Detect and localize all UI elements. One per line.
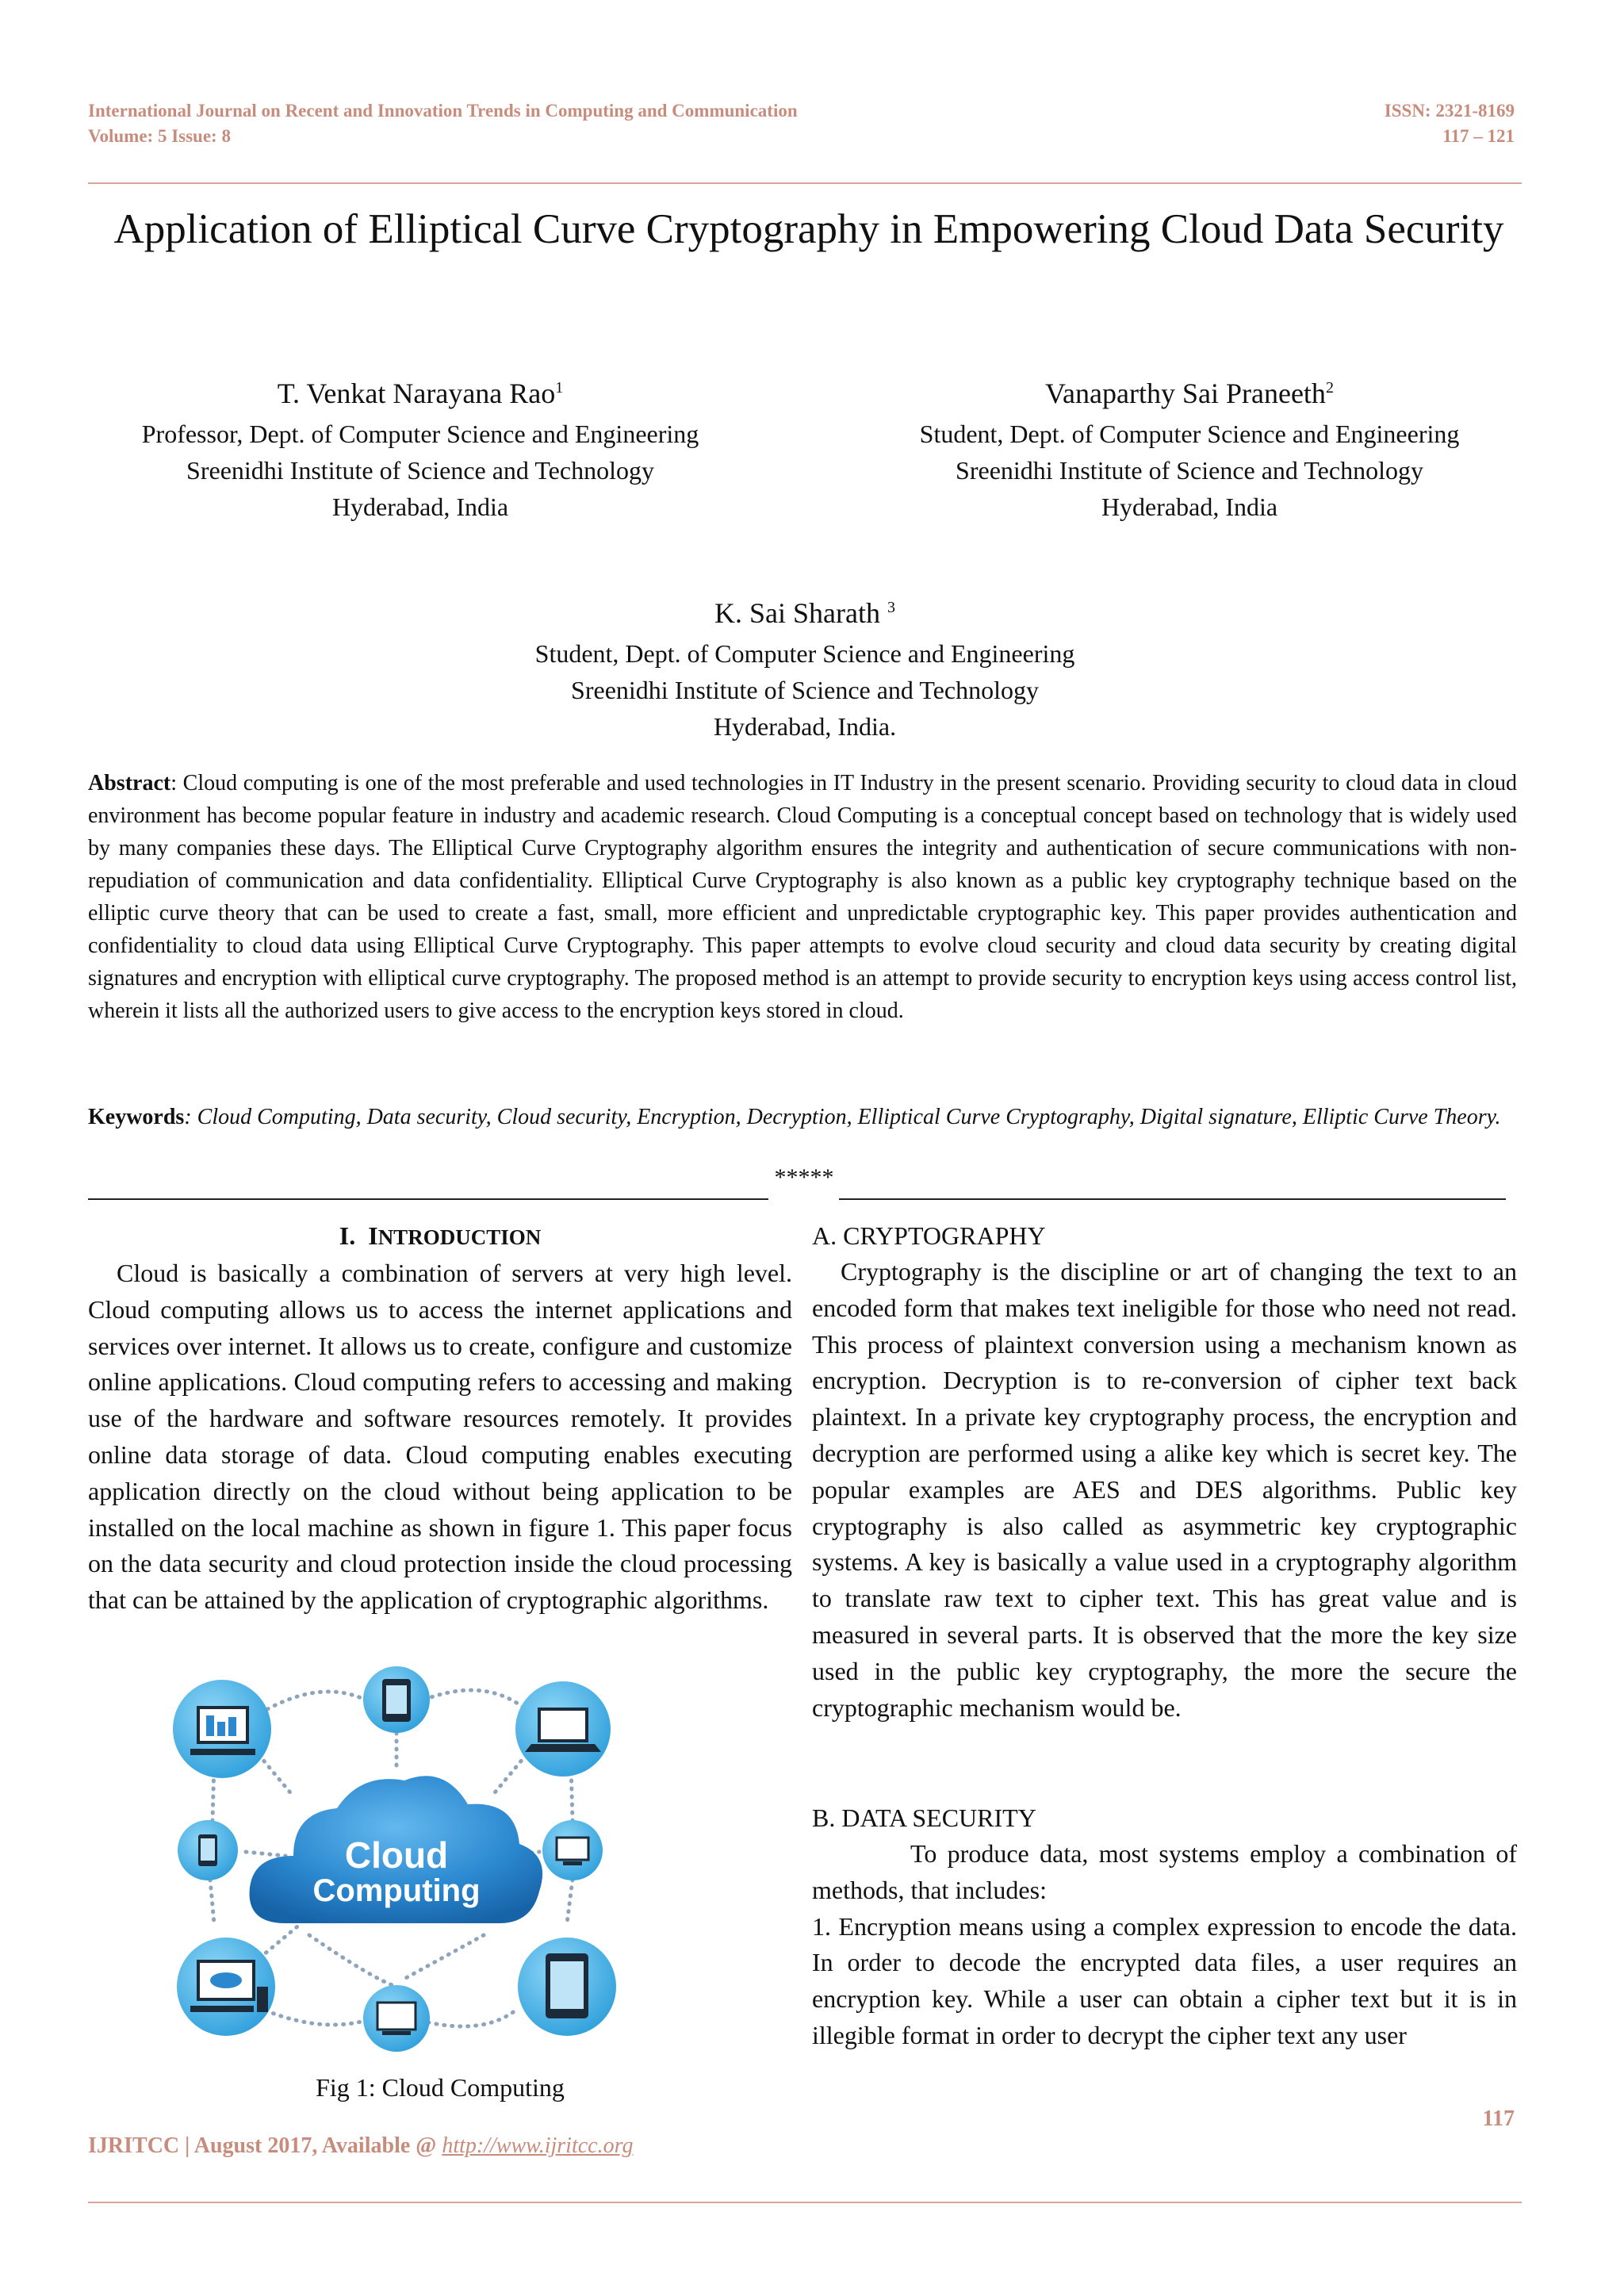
author-location: Hyderabad, India [1101, 493, 1278, 521]
keywords [88, 1101, 1517, 1133]
journal-issn: ISSN: 2321-8169 [1384, 101, 1515, 121]
data-security-section [812, 1800, 1517, 2054]
figure-caption: Fig 1: Cloud Computing [316, 2073, 565, 2102]
author-block-2 [872, 366, 1507, 525]
cryptography-paragraph: Cryptography is the discipline or art of changing the text to an encoded form that makes text ineligible for those who need not read. This process of plaintext conversion using a mechanism known as encryption. Decryption is to re-conversion of cipher text back plaintext. In a private key cryptography process, the encryption and decryption are performed using a alike key which is secret key. The popular examples are AES and DES algorithms. Public key cryptography is also called as asymmetric key cryptographic systems. A key is basically a value used in a cryptography algorithm to translate raw text to cipher text. This has great value and is measured in several parts. It is observed that the more the key size used in the public key cryptography, the more the secure the cryptographic mechanism would be. [812, 1257, 1517, 1722]
cloud-label-line2: Computing [312, 1873, 481, 1908]
phone-left-icon [178, 1820, 238, 1880]
footer-text [88, 2133, 633, 2159]
abstract [88, 767, 1517, 1027]
section-number: I. [339, 1221, 356, 1250]
author-institute: Sreenidhi Institute of Science and Technology [956, 456, 1423, 485]
journal-name: International Journal on Recent and Innovation Trends in Computing and Communication [88, 101, 798, 121]
monitor-bottom-icon [363, 1985, 430, 2052]
tablet-top-icon [363, 1666, 430, 1733]
footer-rule [88, 2202, 1522, 2203]
separator-line-right [839, 1198, 1506, 1200]
page-number: 117 [1482, 2106, 1515, 2131]
introduction-section [88, 1218, 792, 1619]
author-name: K. Sai Sharath [714, 597, 880, 629]
laptop-icon [515, 1681, 611, 1777]
separator-line-left [88, 1198, 768, 1200]
separator-stars: ***** [774, 1164, 834, 1190]
paper-title: Application of Elliptical Curve Cryptography in Empowering Cloud Data Security [113, 206, 1504, 252]
cryptography-section [812, 1218, 1517, 1726]
running-header-right [1385, 98, 1515, 149]
heading-first-letter: I [368, 1221, 378, 1250]
abstract-label: Abstract [88, 771, 171, 795]
journal-volume: Volume: 5 Issue: 8 [88, 126, 231, 146]
monitor-right-icon [542, 1820, 603, 1880]
author-location: Hyderabad, India [331, 493, 509, 521]
cloud-shape [250, 1776, 543, 1923]
author-name: T. Venkat Narayana Rao [277, 378, 556, 409]
author-institute: Sreenidhi Institute of Science and Technology [571, 676, 1039, 704]
section-heading-cryptography: A. CRYPTOGRAPHY [812, 1221, 1046, 1250]
desktop-bottom-left-icon [177, 1938, 275, 2036]
keywords-label: Keywords [88, 1105, 185, 1129]
author-block-1 [103, 366, 737, 525]
data-security-paragraph-1: To produce data, most systems employ a combination of methods, that includes: [812, 1839, 1517, 1904]
heading-rest: NTRODUCTION [377, 1225, 542, 1249]
introduction-paragraph: Cloud is basically a combination of servers at very high level. Cloud computing allows us to access the internet applications and services over internet. It allows us to create, configure and customize online applications. Cloud computing refers to accessing and making use of the hardware and software resources remotely. It provides online data storage of data. Cloud computing enables executing application directly on the cloud without being application to be installed on the local machine as shown in figure 1. This paper focus on the data security and cloud protection inside the cloud processing that can be attained by the application of cryptographic algorithms. [88, 1259, 792, 1615]
author-superscript: 1 [555, 379, 564, 397]
author-superscript: 3 [887, 599, 895, 616]
page-range: 117 – 121 [1442, 126, 1515, 146]
section-heading-introduction [88, 1218, 792, 1255]
abstract-text: : Cloud computing is one of the most preferable and used technologies in IT Industry in the present scenario. Providing security to cloud data in cloud environment has become popular feature in industry and academic research. Cloud Computing is a conceptual concept based on technology that is widely used by many companies these days. The Elliptical Curve Cryptography algorithm ensures the integrity and authentication of secure communications with non-repudiation of communication and data confidentiality. Elliptical Curve Cryptography is also known as a public key cryptography technique based on the elliptic curve theory that can be used to create a fast, small, more efficient and unpredictable cryptographic key. This paper provides authentication and confidentiality to cloud data using Elliptical Curve Cryptography. This paper attempts to evolve cloud security and cloud data security by creating digital signatures and encryption with elliptical curve cryptography. The proposed method is an attempt to provide security to encryption keys using access control list, wherein it lists all the authorized users to give access to the encryption keys stored in cloud. [88, 771, 1517, 1023]
keywords-text: : Cloud Computing, Data security, Cloud security, Encryption, Decryption, Elliptical Curve Cryptography, Digital signature, Elliptic Curve Theory. [184, 1105, 1501, 1129]
tablet-bottom-right-icon [518, 1938, 616, 2036]
author-block-3 [460, 585, 1150, 745]
cloud-label-line1: Cloud [344, 1834, 449, 1876]
author-role: Professor, Dept. of Computer Science and Engineering [141, 420, 699, 448]
author-superscript: 2 [1325, 379, 1334, 397]
journal-website-link[interactable]: http://www.ijritcc.org [442, 2133, 634, 2158]
section-heading-data-security: B. DATA SECURITY [812, 1803, 1036, 1832]
author-role: Student, Dept. of Computer Science and Engineering [919, 420, 1460, 448]
data-security-paragraph-2: 1. Encryption means using a complex expression to encode the data. In order to decode the encrypted data files, a user requires an encryption key. While a user can obtain a cipher text but it is in illegible format in order to decrypt the cipher text any user [812, 1911, 1517, 2049]
author-name: Vanaparthy Sai Praneeth [1045, 378, 1326, 409]
author-location: Hyderabad, India. [713, 712, 897, 741]
footer-label: IJRITCC | August 2017, Available @ [88, 2133, 442, 2158]
running-header-left [88, 98, 798, 149]
author-role: Student, Dept. of Computer Science and Engineering [534, 639, 1075, 668]
author-institute: Sreenidhi Institute of Science and Technology [186, 456, 654, 485]
cloud-computing-figure [167, 1662, 626, 2058]
desktop-monitor-icon [173, 1680, 271, 1778]
header-rule [88, 182, 1522, 184]
